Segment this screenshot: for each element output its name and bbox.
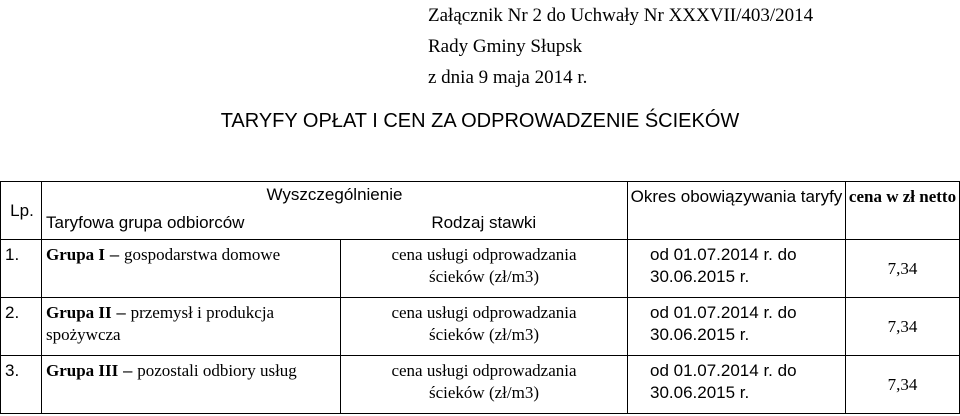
col-header-period: Okres obowiązywania taryfy (628, 182, 846, 240)
group-name: Grupa I (46, 245, 106, 264)
table-row (1, 240, 960, 298)
row-group (42, 240, 341, 298)
row-period: od 01.07.2014 r. do 30.06.2015 r. (628, 356, 846, 414)
row-price: 7,34 (846, 356, 960, 414)
row-rate: cena usługi odprowadzania ścieków (zł/m3) (341, 298, 628, 356)
group-name: Grupa II (46, 303, 112, 322)
col-header-price: cena w zł netto (846, 182, 960, 240)
row-lp: 3. (1, 356, 42, 414)
col-header-group: Taryfowa grupa odbiorców (42, 212, 341, 240)
group-name: Grupa III (46, 361, 119, 380)
table-row (1, 356, 960, 414)
row-group (42, 298, 341, 356)
document-header (428, 0, 948, 93)
group-dash: – (105, 245, 124, 264)
row-rate: cena usługi odprowadzania ścieków (zł/m3) (341, 356, 628, 414)
col-header-rate: Rodzaj stawki (341, 212, 628, 240)
group-dash: – (118, 361, 138, 380)
row-period: od 01.07.2014 r. do 30.06.2015 r. (628, 298, 846, 356)
group-dash: – (111, 303, 131, 322)
document-title: TARYFY OPŁAT I CEN ZA ODPROWADZENIE ŚCIEKÓW (220, 110, 740, 132)
row-price: 7,34 (846, 240, 960, 298)
col-header-spec: Wyszczególnienie (42, 182, 628, 212)
header-date-line: z dnia 9 maja 2014 r. (428, 67, 588, 88)
tariff-table (0, 181, 960, 414)
group-desc: pozostali odbiory usług (137, 361, 297, 380)
row-lp: 1. (1, 240, 42, 298)
group-desc: przemysł i produkcja spożywcza (46, 303, 275, 344)
row-group (42, 356, 341, 414)
row-price: 7,34 (846, 298, 960, 356)
col-header-lp: Lp. (1, 182, 42, 240)
row-period: od 01.07.2014 r. do 30.06.2015 r. (628, 240, 846, 298)
header-annex-line: Załącznik Nr 2 do Uchwały Nr XXXVII/403/2014 (428, 5, 814, 26)
table-row (1, 298, 960, 356)
header-council-line: Rady Gminy Słupsk (428, 36, 583, 57)
row-rate: cena usługi odprowadzania ścieków (zł/m3) (341, 240, 628, 298)
row-lp: 2. (1, 298, 42, 356)
group-desc: gospodarstwa domowe (123, 245, 281, 264)
